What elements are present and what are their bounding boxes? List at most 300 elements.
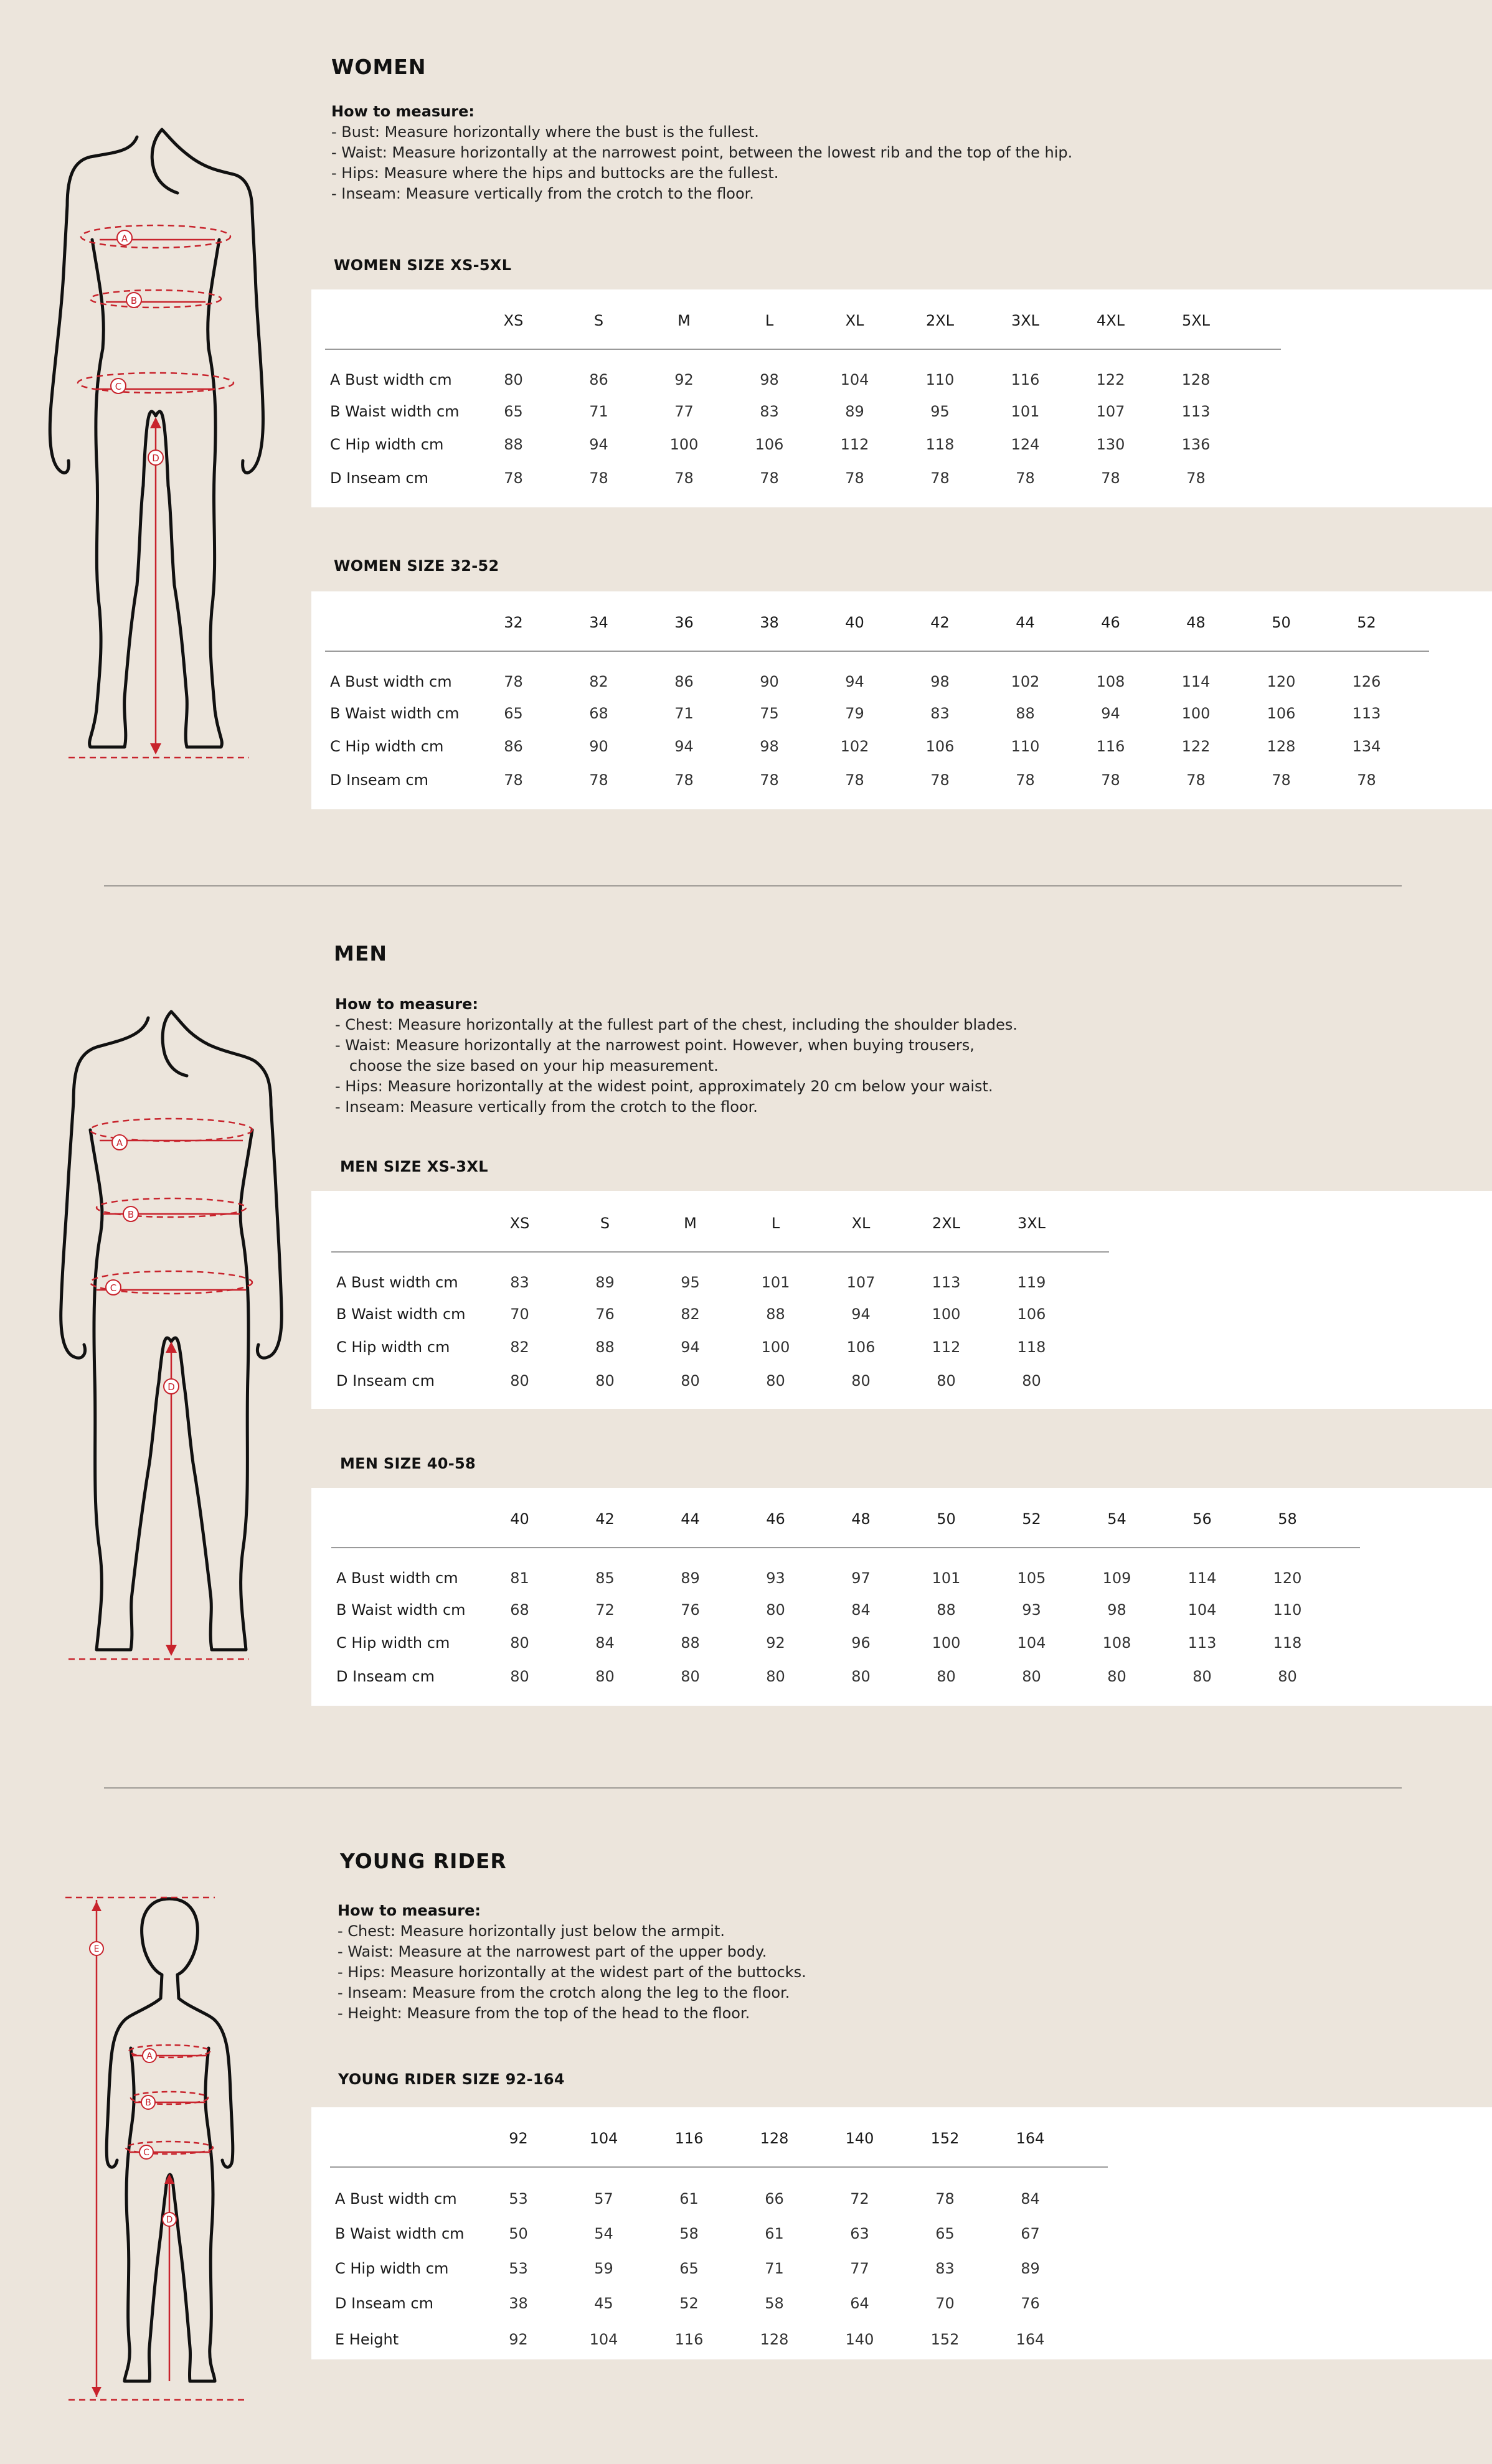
cell: 54 <box>594 2225 613 2242</box>
cell: 78 <box>1186 469 1206 487</box>
cell: 58 <box>765 2295 784 2312</box>
women-size-table-xs-5xl <box>325 293 1281 495</box>
cell: 77 <box>850 2260 869 2277</box>
men-marker-d: D <box>168 1381 175 1393</box>
cell: 109 <box>1102 1569 1131 1587</box>
cell: 98 <box>760 370 779 388</box>
size-header: XS <box>471 293 556 349</box>
men-howto-line: - Hips: Measure horizontally at the widest point, approximately 20 cm below your waist. <box>335 1078 993 1095</box>
cell: 98 <box>1107 1601 1126 1619</box>
table-row <box>330 2181 1108 2216</box>
cell: 97 <box>851 1569 871 1587</box>
cell: 112 <box>932 1338 961 1356</box>
row-label: B Waist width cm <box>335 2225 465 2242</box>
row-label: D Inseam cm <box>335 2295 433 2312</box>
women-size-table-32-52 <box>325 595 1429 797</box>
table-row <box>331 1330 1109 1364</box>
size-header: 3XL <box>989 1195 1074 1252</box>
cell: 108 <box>1096 672 1125 690</box>
row-label: C Hip width cm <box>330 435 444 453</box>
cell: 128 <box>1181 370 1211 388</box>
size-header: 48 <box>1153 595 1239 651</box>
cell: 71 <box>589 402 608 420</box>
young-rider-howto-heading: How to measure: <box>338 1902 481 1919</box>
cell: 78 <box>760 469 779 487</box>
women-howto-line: - Inseam: Measure vertically from the crotch to the floor. <box>331 185 754 202</box>
cell: 78 <box>1357 771 1376 789</box>
cell: 152 <box>930 2331 960 2348</box>
young-rider-howto-line: - Height: Measure from the top of the head to the floor. <box>338 2005 750 2022</box>
cell: 118 <box>1017 1338 1046 1356</box>
cell: 113 <box>932 1273 961 1291</box>
cell: 93 <box>1022 1601 1041 1619</box>
cell: 122 <box>1181 737 1211 755</box>
cell: 80 <box>510 1634 529 1652</box>
cell: 82 <box>589 672 608 690</box>
cell: 106 <box>1017 1305 1046 1323</box>
table-row <box>325 364 1281 395</box>
cell: 81 <box>510 1569 529 1587</box>
cell: 120 <box>1267 672 1296 690</box>
women-howto-heading: How to measure: <box>331 103 475 120</box>
women-section-title: WOMEN <box>331 55 427 79</box>
cell: 86 <box>674 672 694 690</box>
cell: 80 <box>1278 1668 1297 1685</box>
row-label: D Inseam cm <box>330 469 428 487</box>
cell: 83 <box>935 2260 955 2277</box>
men-size-table-40-58 <box>331 1491 1360 1693</box>
cell: 50 <box>509 2225 528 2242</box>
young-rider-howto-line: - Inseam: Measure from the crotch along the leg to the floor. <box>338 1984 790 2001</box>
cell: 90 <box>589 737 608 755</box>
section-divider <box>104 885 1402 886</box>
cell: 120 <box>1273 1569 1302 1587</box>
size-header: 116 <box>646 2110 732 2167</box>
cell: 100 <box>1181 704 1211 722</box>
cell: 83 <box>510 1273 529 1291</box>
cell: 93 <box>766 1569 785 1587</box>
men-howto-line: - Waist: Measure horizontally at the narrowest point. However, when buying trousers, <box>335 1037 975 1054</box>
men-howto-heading: How to measure: <box>335 995 478 1013</box>
size-header: 40 <box>812 595 897 651</box>
cell: 70 <box>935 2295 955 2312</box>
cell: 66 <box>765 2190 784 2208</box>
row-label: C Hip width cm <box>336 1634 450 1652</box>
table-corner <box>331 1195 477 1252</box>
cell: 126 <box>1352 672 1381 690</box>
women-howto-line: - Waist: Measure horizontally at the narrowest point, between the lowest rib and the top of the hip. <box>331 144 1073 161</box>
cell: 108 <box>1102 1634 1131 1652</box>
cell: 78 <box>845 469 864 487</box>
size-header: 56 <box>1159 1491 1245 1548</box>
men-table1-title: MEN SIZE XS-3XL <box>340 1158 488 1175</box>
young-rider-howto <box>338 1901 806 2024</box>
cell: 75 <box>760 704 779 722</box>
cell: 88 <box>595 1338 615 1356</box>
cell: 95 <box>930 402 950 420</box>
cell: 88 <box>681 1634 700 1652</box>
table-row <box>330 2321 1108 2358</box>
cell: 80 <box>937 1372 956 1390</box>
young-rider-size-table <box>330 2110 1108 2358</box>
cell: 80 <box>1107 1668 1126 1685</box>
size-header: 58 <box>1245 1491 1330 1548</box>
cell: 102 <box>840 737 869 755</box>
cell: 100 <box>932 1305 961 1323</box>
size-header: 52 <box>989 1491 1074 1548</box>
cell: 78 <box>589 771 608 789</box>
cell: 94 <box>845 672 864 690</box>
cell: 53 <box>509 2190 528 2208</box>
cell: 84 <box>851 1601 871 1619</box>
cell: 124 <box>1011 435 1040 453</box>
cell: 110 <box>925 370 955 388</box>
cell: 130 <box>1096 435 1125 453</box>
cell: 98 <box>760 737 779 755</box>
size-header: 42 <box>562 1491 648 1548</box>
size-header: 2XL <box>904 1195 989 1252</box>
size-header: 48 <box>818 1491 904 1548</box>
men-howto-line: - Chest: Measure horizontally at the fullest part of the chest, including the shoulder blades. <box>335 1016 1017 1033</box>
size-header: L <box>733 1195 818 1252</box>
cell: 71 <box>674 704 694 722</box>
cell: 86 <box>504 737 523 755</box>
cell: 106 <box>925 737 955 755</box>
size-header: M <box>641 293 727 349</box>
cell: 114 <box>1187 1569 1217 1587</box>
cell: 114 <box>1181 672 1211 690</box>
cell: 57 <box>594 2190 613 2208</box>
size-header: 164 <box>988 2110 1073 2167</box>
cell: 80 <box>595 1372 615 1390</box>
table-row <box>330 2251 1108 2286</box>
row-label: A Bust width cm <box>330 672 452 690</box>
row-label: B Waist width cm <box>336 1601 466 1619</box>
young-rider-howto-line: - Hips: Measure horizontally at the widest part of the buttocks. <box>338 1963 806 1981</box>
cell: 78 <box>935 2190 955 2208</box>
cell: 71 <box>765 2260 784 2277</box>
cell: 67 <box>1021 2225 1040 2242</box>
cell: 76 <box>681 1601 700 1619</box>
row-label: D Inseam cm <box>336 1372 435 1390</box>
cell: 92 <box>766 1634 785 1652</box>
size-header: 3XL <box>983 293 1068 349</box>
cell: 88 <box>1016 704 1035 722</box>
size-header: 54 <box>1074 1491 1159 1548</box>
men-howto-line: choose the size based on your hip measurement. <box>335 1057 719 1074</box>
table-header-spacer <box>1330 1491 1360 1548</box>
cell: 122 <box>1096 370 1125 388</box>
size-header: 38 <box>727 595 812 651</box>
cell: 128 <box>760 2331 789 2348</box>
cell: 116 <box>1011 370 1040 388</box>
cell: 82 <box>681 1305 700 1323</box>
cell: 80 <box>1022 1372 1041 1390</box>
cell: 105 <box>1017 1569 1046 1587</box>
cell: 107 <box>846 1273 876 1291</box>
table-row <box>331 1266 1109 1298</box>
cell: 78 <box>760 771 779 789</box>
cell: 164 <box>1016 2331 1045 2348</box>
cell: 112 <box>840 435 869 453</box>
cell: 104 <box>1017 1634 1046 1652</box>
table-row <box>325 665 1429 697</box>
table-row <box>330 2286 1108 2321</box>
size-header: 52 <box>1324 595 1409 651</box>
cell: 88 <box>766 1305 785 1323</box>
young-rider-marker-a: A <box>146 2051 153 2061</box>
row-label: B Waist width cm <box>330 402 460 420</box>
table-row <box>325 729 1429 763</box>
cell: 85 <box>595 1569 615 1587</box>
size-header: 32 <box>471 595 556 651</box>
cell: 80 <box>766 1372 785 1390</box>
table-header-spacer <box>1074 1195 1109 1252</box>
men-marker-b: B <box>127 1209 135 1220</box>
cell: 58 <box>679 2225 699 2242</box>
cell: 80 <box>766 1601 785 1619</box>
row-label: C Hip width cm <box>336 1338 450 1356</box>
young-rider-howto-line: - Chest: Measure horizontally just below the armpit. <box>338 1922 725 1940</box>
cell: 78 <box>504 672 523 690</box>
cell: 68 <box>589 704 608 722</box>
cell: 78 <box>1101 469 1120 487</box>
men-marker-a: A <box>116 1137 123 1149</box>
table-row <box>331 1625 1360 1660</box>
cell: 78 <box>1016 771 1035 789</box>
young-rider-body-figure <box>62 1886 274 2409</box>
cell: 110 <box>1011 737 1040 755</box>
young-rider-marker-d: D <box>166 2215 173 2225</box>
size-header: L <box>727 293 812 349</box>
row-label: A Bust width cm <box>336 1273 458 1291</box>
cell: 104 <box>840 370 869 388</box>
size-header: 46 <box>733 1491 818 1548</box>
table-row <box>330 2216 1108 2251</box>
cell: 89 <box>845 402 864 420</box>
cell: 113 <box>1352 704 1381 722</box>
cell: 89 <box>595 1273 615 1291</box>
size-header: 44 <box>648 1491 733 1548</box>
cell: 98 <box>930 672 950 690</box>
row-label: A Bust width cm <box>336 1569 458 1587</box>
size-header: 34 <box>556 595 641 651</box>
cell: 94 <box>851 1305 871 1323</box>
table-corner <box>325 595 471 651</box>
women-table2-title: WOMEN SIZE 32-52 <box>334 557 499 575</box>
cell: 72 <box>595 1601 615 1619</box>
cell: 78 <box>1016 469 1035 487</box>
cell: 80 <box>851 1668 871 1685</box>
cell: 101 <box>761 1273 790 1291</box>
table-row <box>331 1660 1360 1693</box>
row-label: C Hip width cm <box>335 2260 449 2277</box>
cell: 107 <box>1096 402 1125 420</box>
cell: 106 <box>1267 704 1296 722</box>
cell: 116 <box>674 2331 704 2348</box>
cell: 104 <box>1187 1601 1217 1619</box>
cell: 88 <box>504 435 523 453</box>
row-label: A Bust width cm <box>335 2190 457 2208</box>
cell: 94 <box>681 1338 700 1356</box>
cell: 80 <box>766 1668 785 1685</box>
cell: 78 <box>504 771 523 789</box>
cell: 106 <box>755 435 784 453</box>
size-header: 40 <box>477 1491 562 1548</box>
cell: 89 <box>1021 2260 1040 2277</box>
cell: 113 <box>1187 1634 1217 1652</box>
table-row <box>331 1562 1360 1594</box>
table-row <box>331 1594 1360 1625</box>
cell: 78 <box>589 469 608 487</box>
cell: 80 <box>851 1372 871 1390</box>
cell: 101 <box>932 1569 961 1587</box>
cell: 92 <box>509 2331 528 2348</box>
cell: 116 <box>1096 737 1125 755</box>
size-header: XL <box>818 1195 904 1252</box>
cell: 80 <box>937 1668 956 1685</box>
table-row <box>331 1364 1109 1398</box>
cell: 52 <box>679 2295 699 2312</box>
cell: 78 <box>930 771 950 789</box>
size-header: M <box>648 1195 733 1252</box>
size-header: XS <box>477 1195 562 1252</box>
cell: 70 <box>510 1305 529 1323</box>
table-row <box>325 697 1429 729</box>
cell: 82 <box>510 1338 529 1356</box>
cell: 84 <box>595 1634 615 1652</box>
cell: 95 <box>681 1273 700 1291</box>
row-label: D Inseam cm <box>330 771 428 789</box>
cell: 80 <box>595 1668 615 1685</box>
table-corner <box>331 1491 477 1548</box>
cell: 136 <box>1181 435 1211 453</box>
section-divider <box>104 1787 1402 1789</box>
cell: 80 <box>504 370 523 388</box>
size-header: 50 <box>904 1491 989 1548</box>
men-marker-c: C <box>110 1282 117 1294</box>
young-rider-table-title: YOUNG RIDER SIZE 92-164 <box>338 2071 565 2088</box>
cell: 80 <box>681 1668 700 1685</box>
table-row <box>325 427 1281 461</box>
cell: 119 <box>1017 1273 1046 1291</box>
cell: 104 <box>589 2331 618 2348</box>
cell: 78 <box>1272 771 1291 789</box>
cell: 118 <box>925 435 955 453</box>
cell: 72 <box>850 2190 869 2208</box>
women-howto <box>331 101 1072 204</box>
size-header: 5XL <box>1153 293 1239 349</box>
cell: 76 <box>595 1305 615 1323</box>
row-label: B Waist width cm <box>336 1305 466 1323</box>
size-header: 42 <box>897 595 983 651</box>
women-marker-d: D <box>152 453 159 464</box>
cell: 80 <box>510 1372 529 1390</box>
size-header: 104 <box>561 2110 646 2167</box>
cell: 84 <box>1021 2190 1040 2208</box>
table-row <box>331 1298 1109 1330</box>
cell: 100 <box>669 435 699 453</box>
size-header: S <box>562 1195 648 1252</box>
men-body-figure <box>50 1002 293 1687</box>
cell: 83 <box>930 704 950 722</box>
men-table2-title: MEN SIZE 40-58 <box>340 1455 476 1472</box>
table-row <box>325 763 1429 797</box>
cell: 78 <box>845 771 864 789</box>
cell: 94 <box>674 737 694 755</box>
size-header: 128 <box>732 2110 817 2167</box>
women-howto-line: - Bust: Measure horizontally where the bust is the fullest. <box>331 123 759 141</box>
size-header: 44 <box>983 595 1068 651</box>
cell: 102 <box>1011 672 1040 690</box>
young-rider-howto-line: - Waist: Measure at the narrowest part of the upper body. <box>338 1943 767 1960</box>
size-header: XL <box>812 293 897 349</box>
cell: 100 <box>761 1338 790 1356</box>
young-rider-marker-c: C <box>143 2148 149 2158</box>
cell: 100 <box>932 1634 961 1652</box>
women-body-figure <box>37 112 274 772</box>
young-rider-marker-b: B <box>145 2098 151 2108</box>
cell: 134 <box>1352 737 1381 755</box>
cell: 113 <box>1181 402 1211 420</box>
cell: 61 <box>765 2225 784 2242</box>
cell: 106 <box>846 1338 876 1356</box>
cell: 140 <box>845 2331 874 2348</box>
cell: 63 <box>850 2225 869 2242</box>
size-header: 2XL <box>897 293 983 349</box>
cell: 78 <box>1101 771 1120 789</box>
cell: 65 <box>935 2225 955 2242</box>
row-label: B Waist width cm <box>330 704 460 722</box>
size-header: 152 <box>902 2110 988 2167</box>
cell: 53 <box>509 2260 528 2277</box>
size-header: 140 <box>817 2110 902 2167</box>
cell: 80 <box>1022 1668 1041 1685</box>
cell: 64 <box>850 2295 869 2312</box>
men-howto-line: - Inseam: Measure vertically from the crotch to the floor. <box>335 1098 758 1116</box>
cell: 61 <box>679 2190 699 2208</box>
table-corner <box>325 293 471 349</box>
young-rider-section-title: YOUNG RIDER <box>340 1849 507 1873</box>
women-marker-a: A <box>121 233 128 244</box>
cell: 45 <box>594 2295 613 2312</box>
cell: 96 <box>851 1634 871 1652</box>
cell: 38 <box>509 2295 528 2312</box>
cell: 94 <box>589 435 608 453</box>
size-header: 36 <box>641 595 727 651</box>
table-corner <box>330 2110 476 2167</box>
cell: 65 <box>504 704 523 722</box>
cell: 83 <box>760 402 779 420</box>
cell: 78 <box>1186 771 1206 789</box>
cell: 78 <box>674 771 694 789</box>
cell: 76 <box>1021 2295 1040 2312</box>
men-section-title: MEN <box>334 941 387 966</box>
table-header-spacer <box>1073 2110 1108 2167</box>
table-row <box>325 461 1281 495</box>
size-header: 92 <box>476 2110 561 2167</box>
cell: 65 <box>679 2260 699 2277</box>
cell: 80 <box>681 1372 700 1390</box>
cell: 128 <box>1267 737 1296 755</box>
cell: 94 <box>1101 704 1120 722</box>
row-label: A Bust width cm <box>330 370 452 388</box>
cell: 78 <box>930 469 950 487</box>
cell: 80 <box>1192 1668 1212 1685</box>
cell: 68 <box>510 1601 529 1619</box>
size-header: 50 <box>1239 595 1324 651</box>
cell: 101 <box>1011 402 1040 420</box>
